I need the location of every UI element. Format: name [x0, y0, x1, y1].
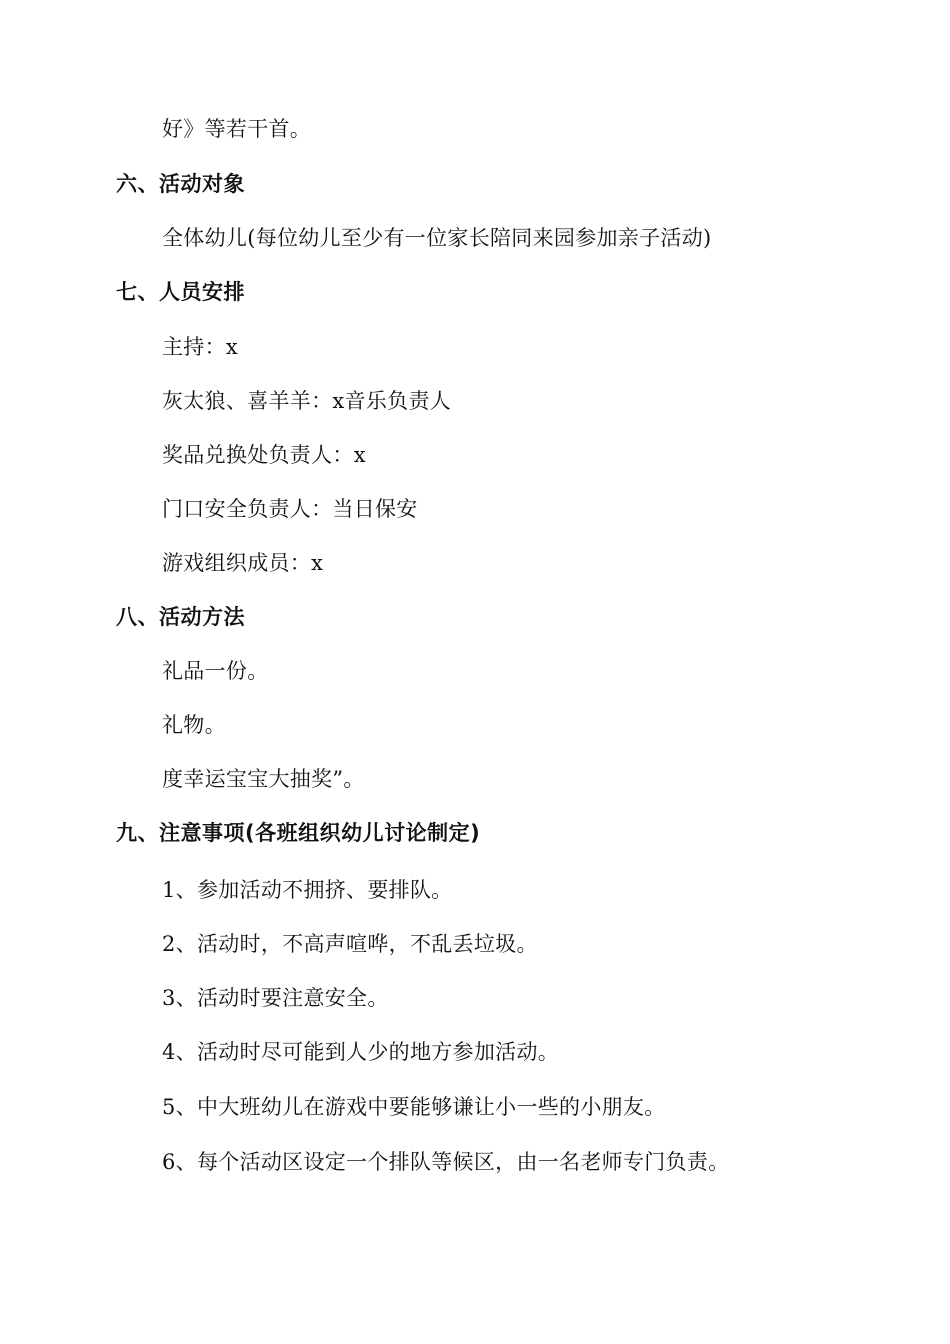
paragraph-line: 奖品兑换处负责人：x: [162, 443, 366, 467]
list-item: 4、活动时尽可能到人少的地方参加活动。: [162, 1040, 560, 1064]
paragraph-line: 礼物。: [162, 713, 226, 737]
section-heading-9: 九、注意事项(各班组织幼儿讨论制定): [116, 821, 481, 845]
section-heading-7: 七、人员安排: [116, 280, 245, 304]
list-item: 6、每个活动区设定一个排队等候区，由一名老师专门负责。: [162, 1150, 730, 1174]
list-item: 5、中大班幼儿在游戏中要能够谦让小一些的小朋友。: [162, 1095, 666, 1119]
paragraph-line: 全体幼儿(每位幼儿至少有一位家长陪同来园参加亲子活动): [162, 226, 712, 250]
paragraph-line: 游戏组织成员：x: [162, 551, 324, 575]
list-item: 3、活动时要注意安全。: [162, 986, 389, 1010]
list-item: 1、参加活动不拥挤、要排队。: [162, 878, 453, 902]
paragraph-line: 主持：x: [162, 335, 239, 359]
paragraph-line: 度幸运宝宝大抽奖”。: [162, 767, 365, 791]
paragraph-line: 灰太狼、喜羊羊：x音乐负责人: [162, 389, 452, 413]
paragraph-line: 门口安全负责人：当日保安: [162, 497, 418, 521]
continuation-text: 好》等若干首。: [162, 117, 312, 141]
section-heading-6: 六、活动对象: [116, 172, 245, 196]
paragraph-line: 礼品一份。: [162, 659, 269, 683]
section-heading-8: 八、活动方法: [116, 605, 245, 629]
list-item: 2、活动时，不高声喧哗，不乱丢垃圾。: [162, 932, 538, 956]
